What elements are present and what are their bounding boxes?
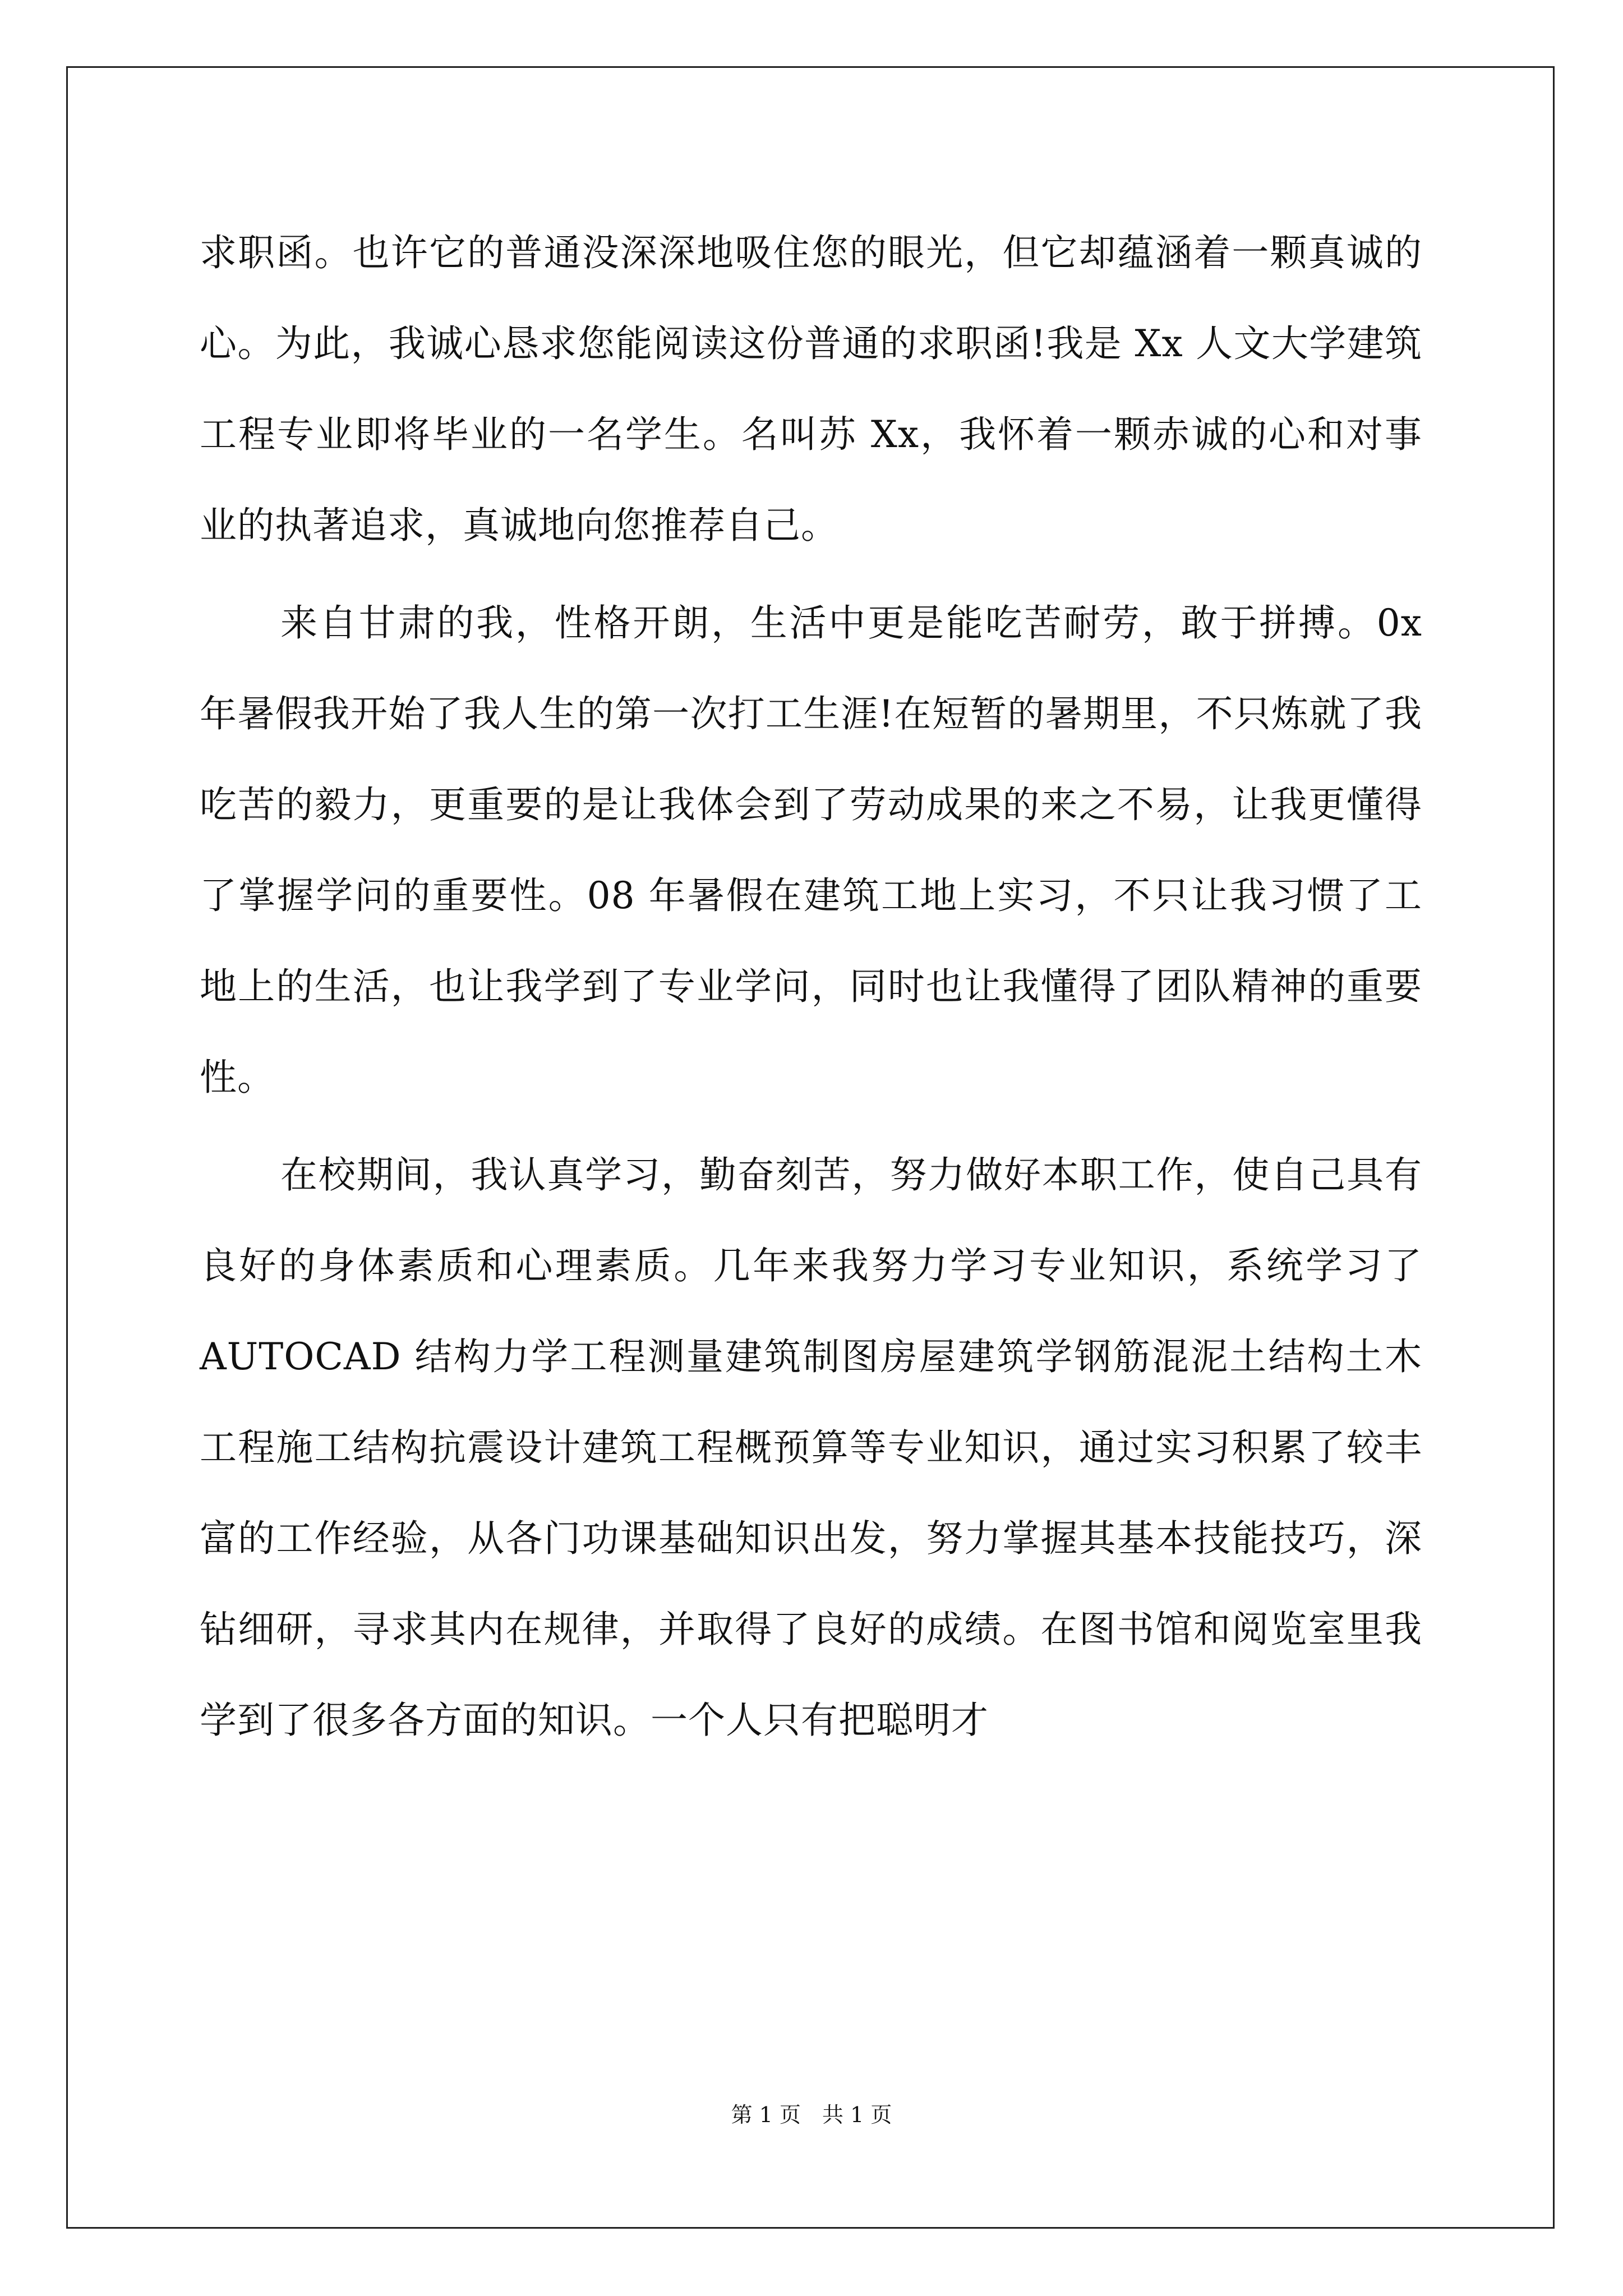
- paragraph-3: 在校期间，我认真学习，勤奋刻苦，努力做好本职工作，使自己具有良好的身体素质和心理素质。几年来我努力学习专业知识，系统学习了 AUTOCAD 结构力学工程测量建筑制图房屋建筑学钢筋混泥土结构土木工程施工结构抗震设计建筑工程概预算等专业知识，通过实习积累了较丰富的工作经验，从各门功课基础知识出发，努力掌握其基本技能技巧，深钻细研，寻求其内在规律，并取得了良好的成绩。在图书馆和阅览室里我学到了很多各方面的知识。一个人只有把聪明才: [200, 1153, 1422, 1742]
- document-body: [200, 208, 1422, 1766]
- paragraph-1: 求职函。也许它的普通没深深地吸住您的眼光，但它却蕴涵着一颗真诚的心。为此，我诚心恳求您能阅读这份普通的求职函!我是 Xx 人文大学建筑工程专业即将毕业的一名学生。名叫苏 Xx，我怀着一颗赤诚的心和对事业的执著追求，真诚地向您推荐自己。: [200, 231, 1422, 547]
- page-footer: 第 1 页 共 1 页: [731, 2102, 892, 2127]
- paragraph-2: 来自甘肃的我，性格开朗，生活中更是能吃苦耐劳，敢于拼搏。0x 年暑假我开始了我人生的第一次打工生涯!在短暂的暑期里，不只炼就了我吃苦的毅力，更重要的是让我体会到了劳动成果的来之不易，让我更懂得了掌握学问的重要性。08 年暑假在建筑工地上实习，不只让我习惯了工地上的生活，也让我学到了专业学问，同时也让我懂得了团队精神的重要性。: [200, 601, 1422, 1099]
